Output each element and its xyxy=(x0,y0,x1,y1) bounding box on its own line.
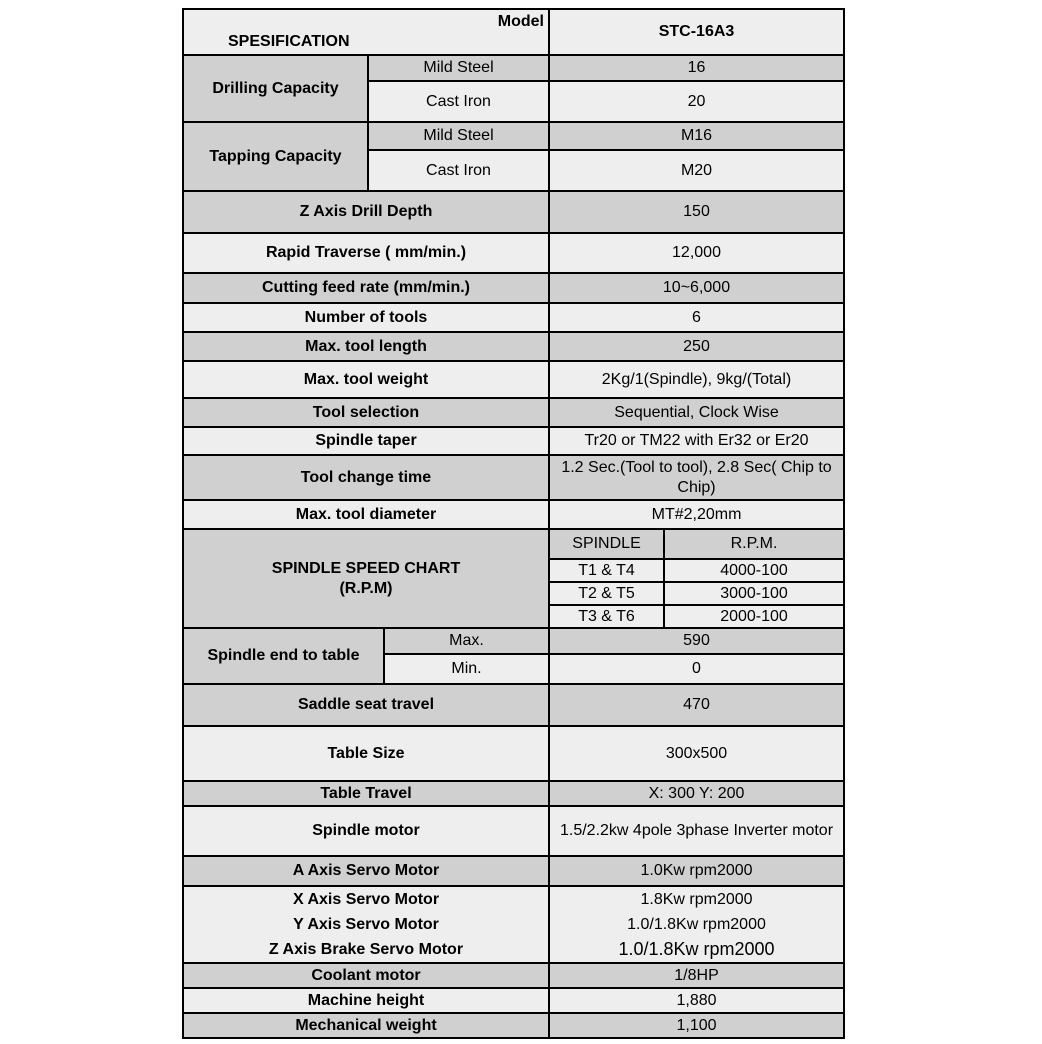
table-row xyxy=(183,361,844,398)
row-value: 2Kg/1(Spindle), 9kg/(Total) xyxy=(549,361,844,398)
row-value: 1/8HP xyxy=(549,963,844,988)
table-row xyxy=(183,856,844,886)
spindle-end-min-label: Min. xyxy=(384,654,549,684)
table-row xyxy=(183,122,844,150)
model-label: Model xyxy=(497,13,544,30)
spindle-end-label: Spindle end to table xyxy=(183,628,384,684)
row-label: Z Axis Drill Depth xyxy=(183,191,549,233)
tapping-label: Tapping Capacity xyxy=(183,122,368,191)
row-value: 1.2 Sec.(Tool to tool), 2.8 Sec( Chip to Chip) xyxy=(549,455,844,500)
drilling-mild-label: Mild Steel xyxy=(368,55,549,81)
table-row xyxy=(183,500,844,529)
drilling-mild-value: 16 xyxy=(549,55,844,81)
row-label: Number of tools xyxy=(183,303,549,332)
table-row xyxy=(183,332,844,361)
table-row xyxy=(183,781,844,806)
table-row xyxy=(183,806,844,856)
z-servo-value: 1.0/1.8Kw rpm2000 xyxy=(618,939,775,959)
table-row xyxy=(183,1013,844,1038)
tapping-mild-value: M16 xyxy=(549,122,844,150)
tapping-cast-value: M20 xyxy=(549,150,844,191)
row-value: 470 xyxy=(549,684,844,726)
table-row xyxy=(183,726,844,781)
servo-values xyxy=(549,886,844,963)
speed-col-rpm: R.P.M. xyxy=(664,529,844,559)
header-label-cell xyxy=(183,9,549,55)
tapping-cast-label: Cast Iron xyxy=(368,150,549,191)
table-row xyxy=(183,988,844,1013)
table-row xyxy=(183,55,844,81)
spindle-end-max-value: 590 xyxy=(549,628,844,654)
table-row xyxy=(183,628,844,654)
row-value: 12,000 xyxy=(549,233,844,273)
spec-label: SPESIFICATION xyxy=(228,33,350,50)
row-label: Tool selection xyxy=(183,398,549,427)
drilling-cast-value: 20 xyxy=(549,81,844,122)
row-label: Table Travel xyxy=(183,781,549,806)
row-value: Tr20 or TM22 with Er32 or Er20 xyxy=(549,427,844,455)
table-row xyxy=(183,684,844,726)
table-row xyxy=(183,233,844,273)
row-label: Machine height xyxy=(183,988,549,1013)
row-label: Saddle seat travel xyxy=(183,684,549,726)
table-row xyxy=(183,191,844,233)
row-label: Max. tool length xyxy=(183,332,549,361)
x-servo-label: X Axis Servo Motor xyxy=(292,891,440,908)
header-row xyxy=(183,9,844,55)
row-value: 1,100 xyxy=(549,1013,844,1038)
row-value: 10~6,000 xyxy=(549,273,844,303)
speed-spindle: T1 & T4 xyxy=(549,559,664,582)
speed-spindle: T2 & T5 xyxy=(549,582,664,605)
row-label: A Axis Servo Motor xyxy=(183,856,549,886)
row-value: X: 300 Y: 200 xyxy=(549,781,844,806)
row-value: Sequential, Clock Wise xyxy=(549,398,844,427)
speed-chart-label xyxy=(183,529,549,628)
row-value: MT#2,20mm xyxy=(549,500,844,529)
row-value: 6 xyxy=(549,303,844,332)
row-label: Tool change time xyxy=(183,455,549,500)
drilling-cast-label: Cast Iron xyxy=(368,81,549,122)
row-label: Table Size xyxy=(183,726,549,781)
spindle-end-max-label: Max. xyxy=(384,628,549,654)
row-label: Rapid Traverse ( mm/min.) xyxy=(183,233,549,273)
row-value: 1.0Kw rpm2000 xyxy=(549,856,844,886)
table-row xyxy=(183,273,844,303)
table-row xyxy=(183,398,844,427)
y-servo-label: Y Axis Servo Motor xyxy=(293,916,439,933)
servo-row xyxy=(183,886,844,963)
speed-chart-label-line1: SPINDLE SPEED CHART xyxy=(271,559,461,577)
row-value: 1.5/2.2kw 4pole 3phase Inverter motor xyxy=(549,806,844,856)
x-servo-value: 1.8Kw rpm2000 xyxy=(640,891,753,908)
table-row xyxy=(183,455,844,500)
table-row xyxy=(183,963,844,988)
row-value: 1,880 xyxy=(549,988,844,1013)
servo-labels xyxy=(183,886,549,963)
speed-rpm: 3000-100 xyxy=(664,582,844,605)
row-value: 250 xyxy=(549,332,844,361)
speed-spindle: T3 & T6 xyxy=(549,605,664,628)
speed-col-spindle: SPINDLE xyxy=(549,529,664,559)
row-label: Spindle taper xyxy=(183,427,549,455)
z-servo-label: Z Axis Brake Servo Motor xyxy=(268,941,464,958)
row-label: Max. tool diameter xyxy=(183,500,549,529)
row-label: Mechanical weight xyxy=(183,1013,549,1038)
tapping-mild-label: Mild Steel xyxy=(368,122,549,150)
speed-chart-label-line2: (R.P.M) xyxy=(339,579,393,597)
model-value: STC-16A3 xyxy=(549,9,844,55)
row-value: 300x500 xyxy=(549,726,844,781)
table-row xyxy=(183,303,844,332)
drilling-label: Drilling Capacity xyxy=(183,55,368,122)
table-row xyxy=(183,427,844,455)
y-servo-value: 1.0/1.8Kw rpm2000 xyxy=(627,916,766,933)
row-label: Max. tool weight xyxy=(183,361,549,398)
row-value: 150 xyxy=(549,191,844,233)
spindle-end-min-value: 0 xyxy=(549,654,844,684)
speed-chart-header-row xyxy=(183,529,844,559)
speed-rpm: 2000-100 xyxy=(664,605,844,628)
row-label: Spindle motor xyxy=(183,806,549,856)
spec-table xyxy=(182,8,845,1039)
row-label: Cutting feed rate (mm/min.) xyxy=(183,273,549,303)
row-label: Coolant motor xyxy=(183,963,549,988)
speed-rpm: 4000-100 xyxy=(664,559,844,582)
